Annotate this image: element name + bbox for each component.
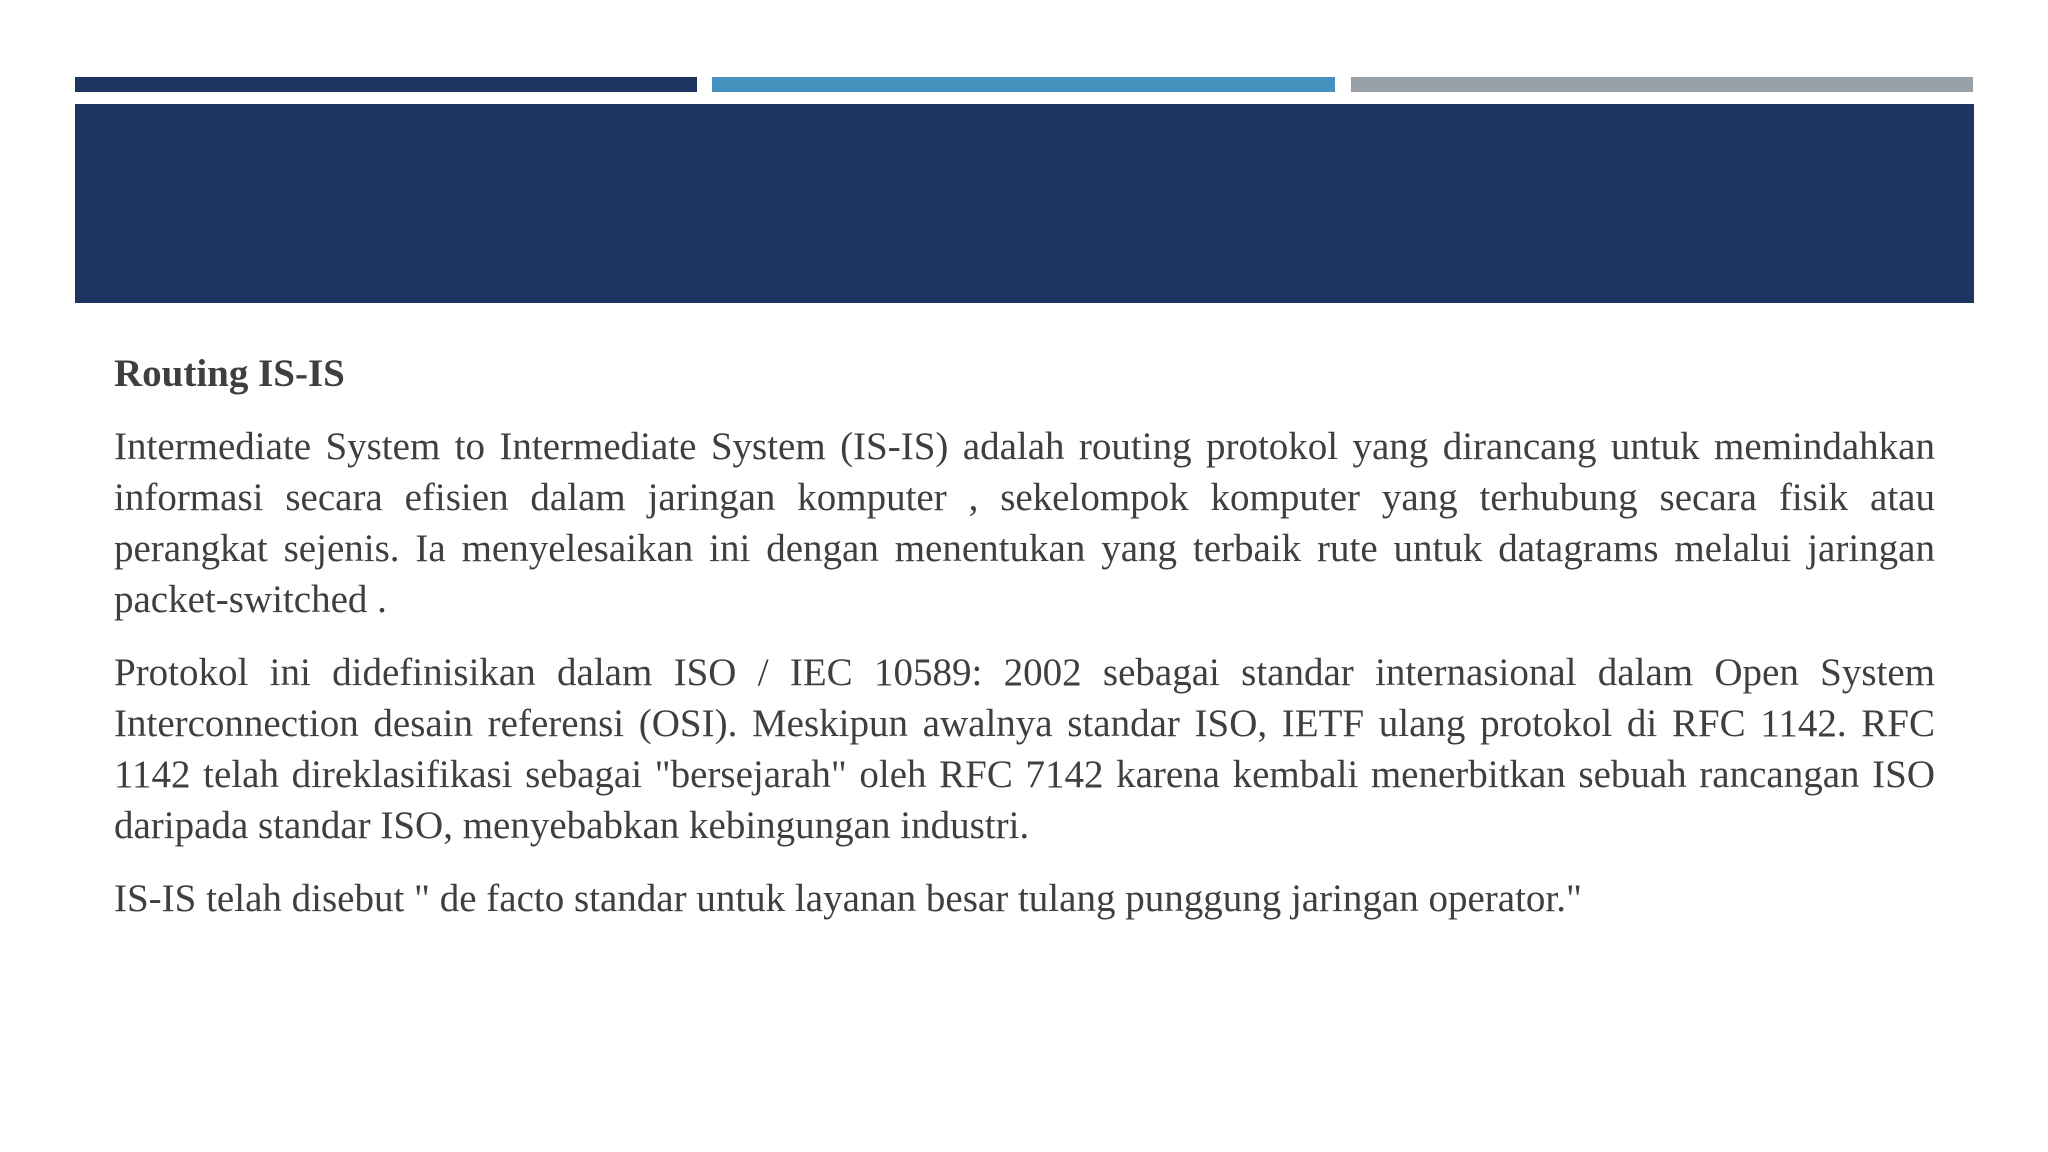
- title-band: [75, 104, 1974, 303]
- slide-content: [114, 348, 1935, 946]
- paragraph-de-facto: IS-IS telah disebut " de facto standar untuk layanan besar tulang punggung jaringan operator.": [114, 877, 1582, 920]
- accent-stripe-blue: [712, 77, 1335, 92]
- paragraph-standard: Protokol ini didefinisikan dalam ISO / IEC 10589: 2002 sebagai standar internasional dalam Open System Interconnection desain referensi (OSI). Meskipun awalnya standar ISO, IETF ulang protokol di RFC 1142. RFC 1142 telah direklasifikasi sebagai "bersejarah" oleh RFC 7142 karena kembali menerbitkan sebuah rancangan ISO daripada standar ISO, menyebabkan kebingungan industri.: [114, 651, 1935, 847]
- accent-stripe-gray: [1351, 77, 1973, 92]
- paragraph-intro: Intermediate System to Intermediate System (IS-IS) adalah routing protokol yang dirancang untuk memindahkan informasi secara efisien dalam jaringan komputer , sekelompok komputer yang terhubung secara fisik atau perangkat sejenis. Ia menyelesaikan ini dengan menentukan yang terbaik rute untuk datagrams melalui jaringan packet-switched .: [114, 425, 1935, 621]
- accent-stripe-navy: [75, 77, 697, 92]
- slide-heading: Routing IS-IS: [114, 352, 345, 395]
